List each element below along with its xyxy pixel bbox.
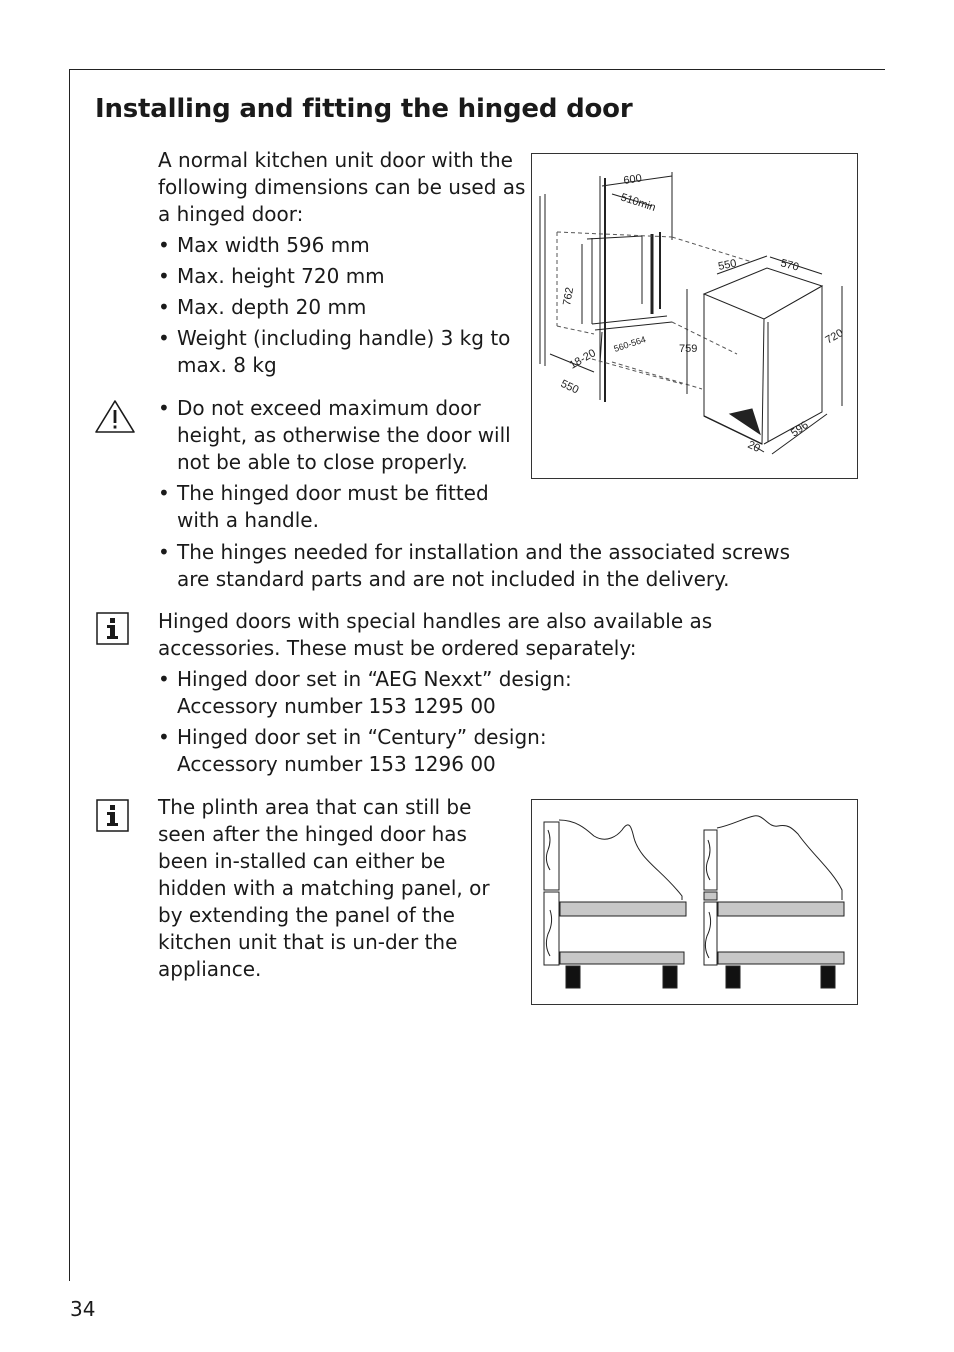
dim-label: 762 <box>561 286 577 307</box>
plinth-diagram <box>531 799 858 1005</box>
dim-label: 600 <box>622 172 643 187</box>
info1-section <box>158 608 838 778</box>
warning-section <box>158 395 513 534</box>
dim-label: 570 <box>779 257 801 274</box>
dim-label: 560-564 <box>612 334 648 354</box>
accessory-number: Accessory number 153 1296 00 <box>177 752 496 776</box>
accessory-item <box>158 724 838 778</box>
accessory-number: Accessory number 153 1295 00 <box>177 694 496 718</box>
warning-triangle-icon <box>94 399 136 439</box>
accessory-item <box>158 666 838 720</box>
page-title: Installing and fitting the hinged door <box>95 94 633 124</box>
warning-bullet: • Do not exceed maximum door height, as otherwise the door will not be able to close properly. <box>158 395 513 476</box>
intro-text: A normal kitchen unit door with the following dimensions can be used as a hinged door: <box>158 148 526 226</box>
dim-label: 759 <box>679 343 698 355</box>
dim-label: 550 <box>717 257 738 273</box>
intro-bullet: • Max. height 720 mm <box>158 263 526 290</box>
warning-bullet: • The hinged door must be fitted with a handle. <box>158 480 513 534</box>
dim-label: 720 <box>823 327 846 347</box>
dim-label: 596 <box>788 419 811 440</box>
info-icon <box>96 799 129 836</box>
info-icon <box>96 612 129 649</box>
intro-bullet: • Max. depth 20 mm <box>158 294 526 321</box>
page-number: 34 <box>70 1297 96 1321</box>
accessory-name: • Hinged door set in “AEG Nexxt” design: <box>177 667 572 691</box>
top-rule <box>69 69 885 70</box>
warning-section-wide <box>158 539 828 593</box>
warning-bullet: • The hinges needed for installation and the associated screws are standard parts and are not included in the delivery. <box>158 539 828 593</box>
accessory-name: • Hinged door set in “Century” design: <box>177 725 547 749</box>
info1-text: Hinged doors with special handles are also available as accessories. These must be ordered separately: <box>158 609 713 660</box>
dim-label: 20 <box>745 438 762 455</box>
intro-bullet: • Weight (including handle) 3 kg to max. 8 kg <box>158 325 526 379</box>
dim-label: 510min <box>619 191 658 215</box>
intro-section <box>158 147 526 379</box>
info2-text: The plinth area that can still be seen after the hinged door has been in-stalled can either be hidden with a matching panel, or by extending the panel of the kitchen unit that is un-der the appliance. <box>158 795 490 981</box>
left-rule <box>69 69 70 1281</box>
info2-section <box>158 794 520 983</box>
dim-label: 18-20 <box>567 347 598 372</box>
dimension-diagram <box>531 153 858 479</box>
intro-bullet: • Max width 596 mm <box>158 232 526 259</box>
dim-label: 550 <box>558 377 581 397</box>
